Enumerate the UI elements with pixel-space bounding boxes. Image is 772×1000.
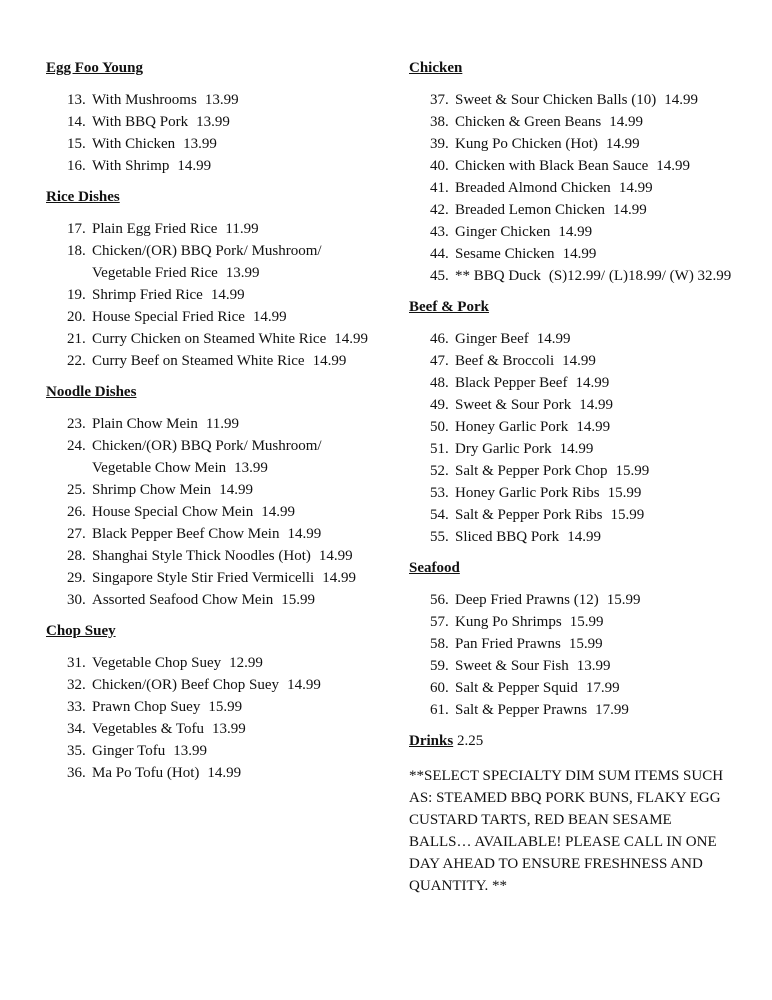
dim-sum-note: **SELECT SPECIALTY DIM SUM ITEMS SUCH AS: STEAMED BBQ PORK BUNS, FLAKY EGG CUSTARD TARTS, RED BEAN SESAME BALLS… AVAILABLE! PLEASE CALL IN ONE DAY AHEAD TO ENSURE FRESHNESS AND QUANTITY. ** bbox=[409, 768, 724, 894]
menu-item bbox=[46, 589, 376, 611]
item-number: 43. bbox=[430, 224, 449, 240]
item-name: Plain Egg Fried Rice bbox=[92, 221, 218, 237]
item-price: 14.99 bbox=[334, 331, 369, 347]
item-name: Honey Garlic Pork Ribs bbox=[455, 485, 600, 501]
menu-item bbox=[409, 243, 739, 265]
item-name: Ginger Tofu bbox=[92, 743, 166, 759]
drinks-price: 2.25 bbox=[456, 733, 484, 749]
item-name: Black Pepper Beef Chow Mein bbox=[92, 526, 280, 542]
menu-right-column bbox=[409, 58, 739, 897]
item-name: Pan Fried Prawns bbox=[455, 636, 561, 652]
menu-item bbox=[46, 240, 376, 284]
item-number: 47. bbox=[430, 353, 449, 369]
item-price: 14.99 bbox=[567, 529, 601, 545]
item-name: ** BBQ Duck bbox=[455, 268, 541, 284]
item-price: 14.99 bbox=[559, 441, 594, 457]
menu-item bbox=[46, 523, 376, 545]
item-price: 14.99 bbox=[287, 526, 322, 542]
section-noodle-dishes bbox=[46, 382, 376, 611]
menu-item bbox=[46, 350, 376, 372]
item-price: 15.99 bbox=[208, 699, 243, 715]
item-name: Shrimp Chow Mein bbox=[92, 482, 212, 498]
item-name: Sliced BBQ Pork bbox=[455, 529, 560, 545]
menu-item bbox=[409, 677, 739, 699]
item-name: Shanghai Style Thick Noodles (Hot) bbox=[92, 548, 311, 564]
section-title: Noodle Dishes bbox=[46, 384, 137, 400]
item-number: 14. bbox=[67, 114, 86, 130]
section-title: Beef & Pork bbox=[409, 299, 489, 315]
item-price: 11.99 bbox=[225, 221, 259, 237]
item-name: Deep Fried Prawns (12) bbox=[455, 592, 599, 608]
item-name: Chicken/(OR) BBQ Pork/ Mushroom/ Vegetable Chow Mein bbox=[92, 438, 322, 476]
menu-item bbox=[46, 567, 376, 589]
item-name: Kung Po Shrimps bbox=[455, 614, 562, 630]
item-price: 14.99 bbox=[562, 246, 597, 262]
item-number: 48. bbox=[430, 375, 449, 391]
item-number: 39. bbox=[430, 136, 449, 152]
item-price: 13.99 bbox=[225, 265, 260, 281]
item-price: 15.99 bbox=[568, 636, 603, 652]
item-number: 29. bbox=[67, 570, 86, 586]
item-number: 37. bbox=[430, 92, 449, 108]
section-beef-pork bbox=[409, 297, 739, 548]
item-price: 14.99 bbox=[252, 309, 287, 325]
menu-item bbox=[409, 111, 739, 133]
item-number: 41. bbox=[430, 180, 449, 196]
menu-left-column bbox=[46, 58, 376, 794]
menu-item bbox=[46, 545, 376, 567]
item-name: House Special Fried Rice bbox=[92, 309, 245, 325]
item-price: 12.99 bbox=[229, 655, 263, 671]
item-price: 11.99 bbox=[205, 416, 240, 432]
menu-item bbox=[46, 479, 376, 501]
item-price: 15.99 bbox=[607, 485, 642, 501]
item-number: 55. bbox=[430, 529, 449, 545]
item-number: 49. bbox=[430, 397, 449, 413]
item-price: 14.99 bbox=[575, 375, 610, 391]
item-number: 33. bbox=[67, 699, 86, 715]
item-number: 44. bbox=[430, 246, 449, 262]
item-name: Ginger Chicken bbox=[455, 224, 551, 240]
item-number: 35. bbox=[67, 743, 86, 759]
menu-item bbox=[409, 394, 739, 416]
item-name: Chicken with Black Bean Sauce bbox=[455, 158, 649, 174]
item-price: 13.99 bbox=[234, 460, 268, 476]
menu-item bbox=[46, 133, 376, 155]
item-number: 13. bbox=[67, 92, 86, 108]
item-name: Sesame Chicken bbox=[455, 246, 555, 262]
item-price: 17.99 bbox=[585, 680, 620, 696]
menu-item bbox=[409, 438, 739, 460]
item-number: 24. bbox=[67, 438, 86, 454]
item-price: 13.99 bbox=[183, 136, 217, 152]
item-name: Kung Po Chicken (Hot) bbox=[455, 136, 598, 152]
menu-item bbox=[409, 155, 739, 177]
section-title: Chicken bbox=[409, 60, 463, 76]
item-number: 57. bbox=[430, 614, 449, 630]
menu-item-list bbox=[46, 652, 376, 784]
item-name: Ma Po Tofu (Hot) bbox=[92, 765, 200, 781]
item-name: Ginger Beef bbox=[455, 331, 529, 347]
item-name: Curry Chicken on Steamed White Rice bbox=[92, 331, 327, 347]
menu-item bbox=[409, 482, 739, 504]
item-number: 16. bbox=[67, 158, 86, 174]
menu-item bbox=[46, 89, 376, 111]
item-name: Vegetables & Tofu bbox=[92, 721, 204, 737]
menu-item bbox=[46, 435, 376, 479]
item-number: 32. bbox=[67, 677, 86, 693]
menu-item bbox=[409, 372, 739, 394]
menu-item-list bbox=[409, 328, 739, 548]
menu-item bbox=[409, 177, 739, 199]
item-price: 14.99 bbox=[579, 397, 613, 413]
item-number: 17. bbox=[67, 221, 86, 237]
item-name: Dry Garlic Pork bbox=[455, 441, 552, 457]
item-number: 52. bbox=[430, 463, 449, 479]
item-price: 14.99 bbox=[612, 202, 647, 218]
item-number: 58. bbox=[430, 636, 449, 652]
item-number: 31. bbox=[67, 655, 86, 671]
menu-item bbox=[409, 526, 739, 548]
menu-item bbox=[46, 652, 376, 674]
item-price: 15.99 bbox=[606, 592, 641, 608]
item-name: House Special Chow Mein bbox=[92, 504, 254, 520]
item-price: 14.99 bbox=[664, 92, 698, 108]
item-price: 15.99 bbox=[615, 463, 650, 479]
item-price: 14.99 bbox=[261, 504, 295, 520]
item-name: Curry Beef on Steamed White Rice bbox=[92, 353, 305, 369]
item-number: 42. bbox=[430, 202, 449, 218]
item-name: Salt & Pepper Squid bbox=[455, 680, 578, 696]
section-chop-suey bbox=[46, 621, 376, 784]
item-name: Chicken/(OR) Beef Chop Suey bbox=[92, 677, 280, 693]
menu-item bbox=[409, 655, 739, 677]
menu-item-list bbox=[46, 413, 376, 611]
menu-item bbox=[46, 218, 376, 240]
item-number: 18. bbox=[67, 243, 86, 259]
item-number: 19. bbox=[67, 287, 86, 303]
item-name: Honey Garlic Pork bbox=[455, 419, 569, 435]
item-name: Salt & Pepper Pork Ribs bbox=[455, 507, 603, 523]
item-name: Salt & Pepper Pork Chop bbox=[455, 463, 608, 479]
item-price: 14.99 bbox=[287, 677, 321, 693]
item-number: 22. bbox=[67, 353, 86, 369]
item-price: 17.99 bbox=[595, 702, 629, 718]
item-name: Breaded Lemon Chicken bbox=[455, 202, 605, 218]
item-number: 45. bbox=[430, 268, 449, 284]
section-egg-foo-young bbox=[46, 58, 376, 177]
item-name: With Shrimp bbox=[92, 158, 170, 174]
item-number: 27. bbox=[67, 526, 86, 542]
item-price: 15.99 bbox=[281, 592, 315, 608]
item-price: 14.99 bbox=[207, 765, 242, 781]
section-rice-dishes bbox=[46, 187, 376, 372]
item-price: 14.99 bbox=[576, 419, 611, 435]
menu-item bbox=[46, 306, 376, 328]
menu-item bbox=[409, 265, 739, 287]
item-number: 21. bbox=[67, 331, 86, 347]
item-price: 14.99 bbox=[618, 180, 653, 196]
menu-item bbox=[46, 413, 376, 435]
item-name: With Chicken bbox=[92, 136, 176, 152]
item-name: Sweet & Sour Chicken Balls (10) bbox=[455, 92, 657, 108]
item-name: Prawn Chop Suey bbox=[92, 699, 201, 715]
section-title: Egg Foo Young bbox=[46, 60, 143, 76]
item-price: 14.99 bbox=[318, 548, 353, 564]
menu-item bbox=[46, 328, 376, 350]
item-name: Assorted Seafood Chow Mein bbox=[92, 592, 274, 608]
menu-item bbox=[409, 611, 739, 633]
menu-item bbox=[46, 718, 376, 740]
menu-item bbox=[409, 328, 739, 350]
item-number: 38. bbox=[430, 114, 449, 130]
item-name: Sweet & Sour Pork bbox=[455, 397, 572, 413]
item-name: Black Pepper Beef bbox=[455, 375, 568, 391]
item-price: 13.99 bbox=[196, 114, 230, 130]
item-name: Salt & Pepper Prawns bbox=[455, 702, 588, 718]
menu-item bbox=[409, 589, 739, 611]
item-price: 14.99 bbox=[605, 136, 640, 152]
item-number: 36. bbox=[67, 765, 86, 781]
item-number: 20. bbox=[67, 309, 86, 325]
item-name: With Mushrooms bbox=[92, 92, 197, 108]
item-price: 14.99 bbox=[562, 353, 596, 369]
item-name: Chicken & Green Beans bbox=[455, 114, 602, 130]
menu-item-list bbox=[409, 589, 739, 721]
drinks-label: Drinks bbox=[409, 733, 454, 749]
menu-item bbox=[409, 133, 739, 155]
section-chicken bbox=[409, 58, 739, 287]
menu-item bbox=[46, 740, 376, 762]
menu-item bbox=[409, 416, 739, 438]
item-price: 14.99 bbox=[558, 224, 593, 240]
item-name: Chicken/(OR) BBQ Pork/ Mushroom/ Vegetable Fried Rice bbox=[92, 243, 322, 281]
item-price: 13.99 bbox=[204, 92, 239, 108]
item-price: 14.99 bbox=[219, 482, 253, 498]
item-number: 23. bbox=[67, 416, 86, 432]
item-name: With BBQ Pork bbox=[92, 114, 189, 130]
item-price: 15.99 bbox=[569, 614, 604, 630]
item-name: Sweet & Sour Fish bbox=[455, 658, 569, 674]
item-name: Beef & Broccoli bbox=[455, 353, 555, 369]
item-price: (S)12.99/ (L)18.99/ (W) 32.99 bbox=[548, 268, 732, 284]
item-name: Singapore Style Stir Fried Vermicelli bbox=[92, 570, 315, 586]
item-name: Breaded Almond Chicken bbox=[455, 180, 611, 196]
item-price: 13.99 bbox=[173, 743, 207, 759]
section-title: Chop Suey bbox=[46, 623, 116, 639]
menu-item bbox=[409, 504, 739, 526]
item-number: 53. bbox=[430, 485, 449, 501]
item-number: 59. bbox=[430, 658, 449, 674]
item-price: 14.99 bbox=[656, 158, 691, 174]
item-number: 25. bbox=[67, 482, 86, 498]
item-name: Vegetable Chop Suey bbox=[92, 655, 222, 671]
menu-item bbox=[409, 221, 739, 243]
item-number: 28. bbox=[67, 548, 86, 564]
item-number: 60. bbox=[430, 680, 449, 696]
menu-item bbox=[46, 284, 376, 306]
item-price: 14.99 bbox=[210, 287, 245, 303]
section-title: Seafood bbox=[409, 560, 460, 576]
menu-item bbox=[409, 460, 739, 482]
item-price: 14.99 bbox=[177, 158, 212, 174]
menu-item bbox=[46, 501, 376, 523]
item-price: 13.99 bbox=[576, 658, 611, 674]
right-sections bbox=[409, 58, 739, 721]
drinks-line bbox=[409, 731, 739, 751]
item-number: 61. bbox=[430, 702, 449, 718]
item-number: 50. bbox=[430, 419, 449, 435]
menu-item bbox=[46, 674, 376, 696]
item-number: 51. bbox=[430, 441, 449, 457]
item-number: 15. bbox=[67, 136, 86, 152]
item-number: 46. bbox=[430, 331, 449, 347]
item-number: 56. bbox=[430, 592, 449, 608]
section-seafood bbox=[409, 558, 739, 721]
item-number: 34. bbox=[67, 721, 86, 737]
menu-item bbox=[46, 762, 376, 784]
item-number: 40. bbox=[430, 158, 449, 174]
item-price: 14.99 bbox=[322, 570, 356, 586]
menu-item-list bbox=[46, 218, 376, 372]
menu-item-list bbox=[409, 89, 739, 287]
item-name: Shrimp Fried Rice bbox=[92, 287, 203, 303]
item-price: 14.99 bbox=[536, 331, 571, 347]
section-title: Rice Dishes bbox=[46, 189, 120, 205]
menu-item bbox=[409, 89, 739, 111]
item-number: 54. bbox=[430, 507, 449, 523]
menu-item bbox=[46, 155, 376, 177]
menu-item bbox=[409, 350, 739, 372]
item-price: 13.99 bbox=[211, 721, 246, 737]
item-price: 15.99 bbox=[610, 507, 645, 523]
menu-item bbox=[409, 633, 739, 655]
menu-item-list bbox=[46, 89, 376, 177]
menu-item bbox=[409, 699, 739, 721]
item-price: 14.99 bbox=[609, 114, 643, 130]
item-price: 14.99 bbox=[312, 353, 347, 369]
menu-item bbox=[46, 696, 376, 718]
item-name: Plain Chow Mein bbox=[92, 416, 198, 432]
menu-item bbox=[409, 199, 739, 221]
menu-item bbox=[46, 111, 376, 133]
item-number: 26. bbox=[67, 504, 86, 520]
item-number: 30. bbox=[67, 592, 86, 608]
